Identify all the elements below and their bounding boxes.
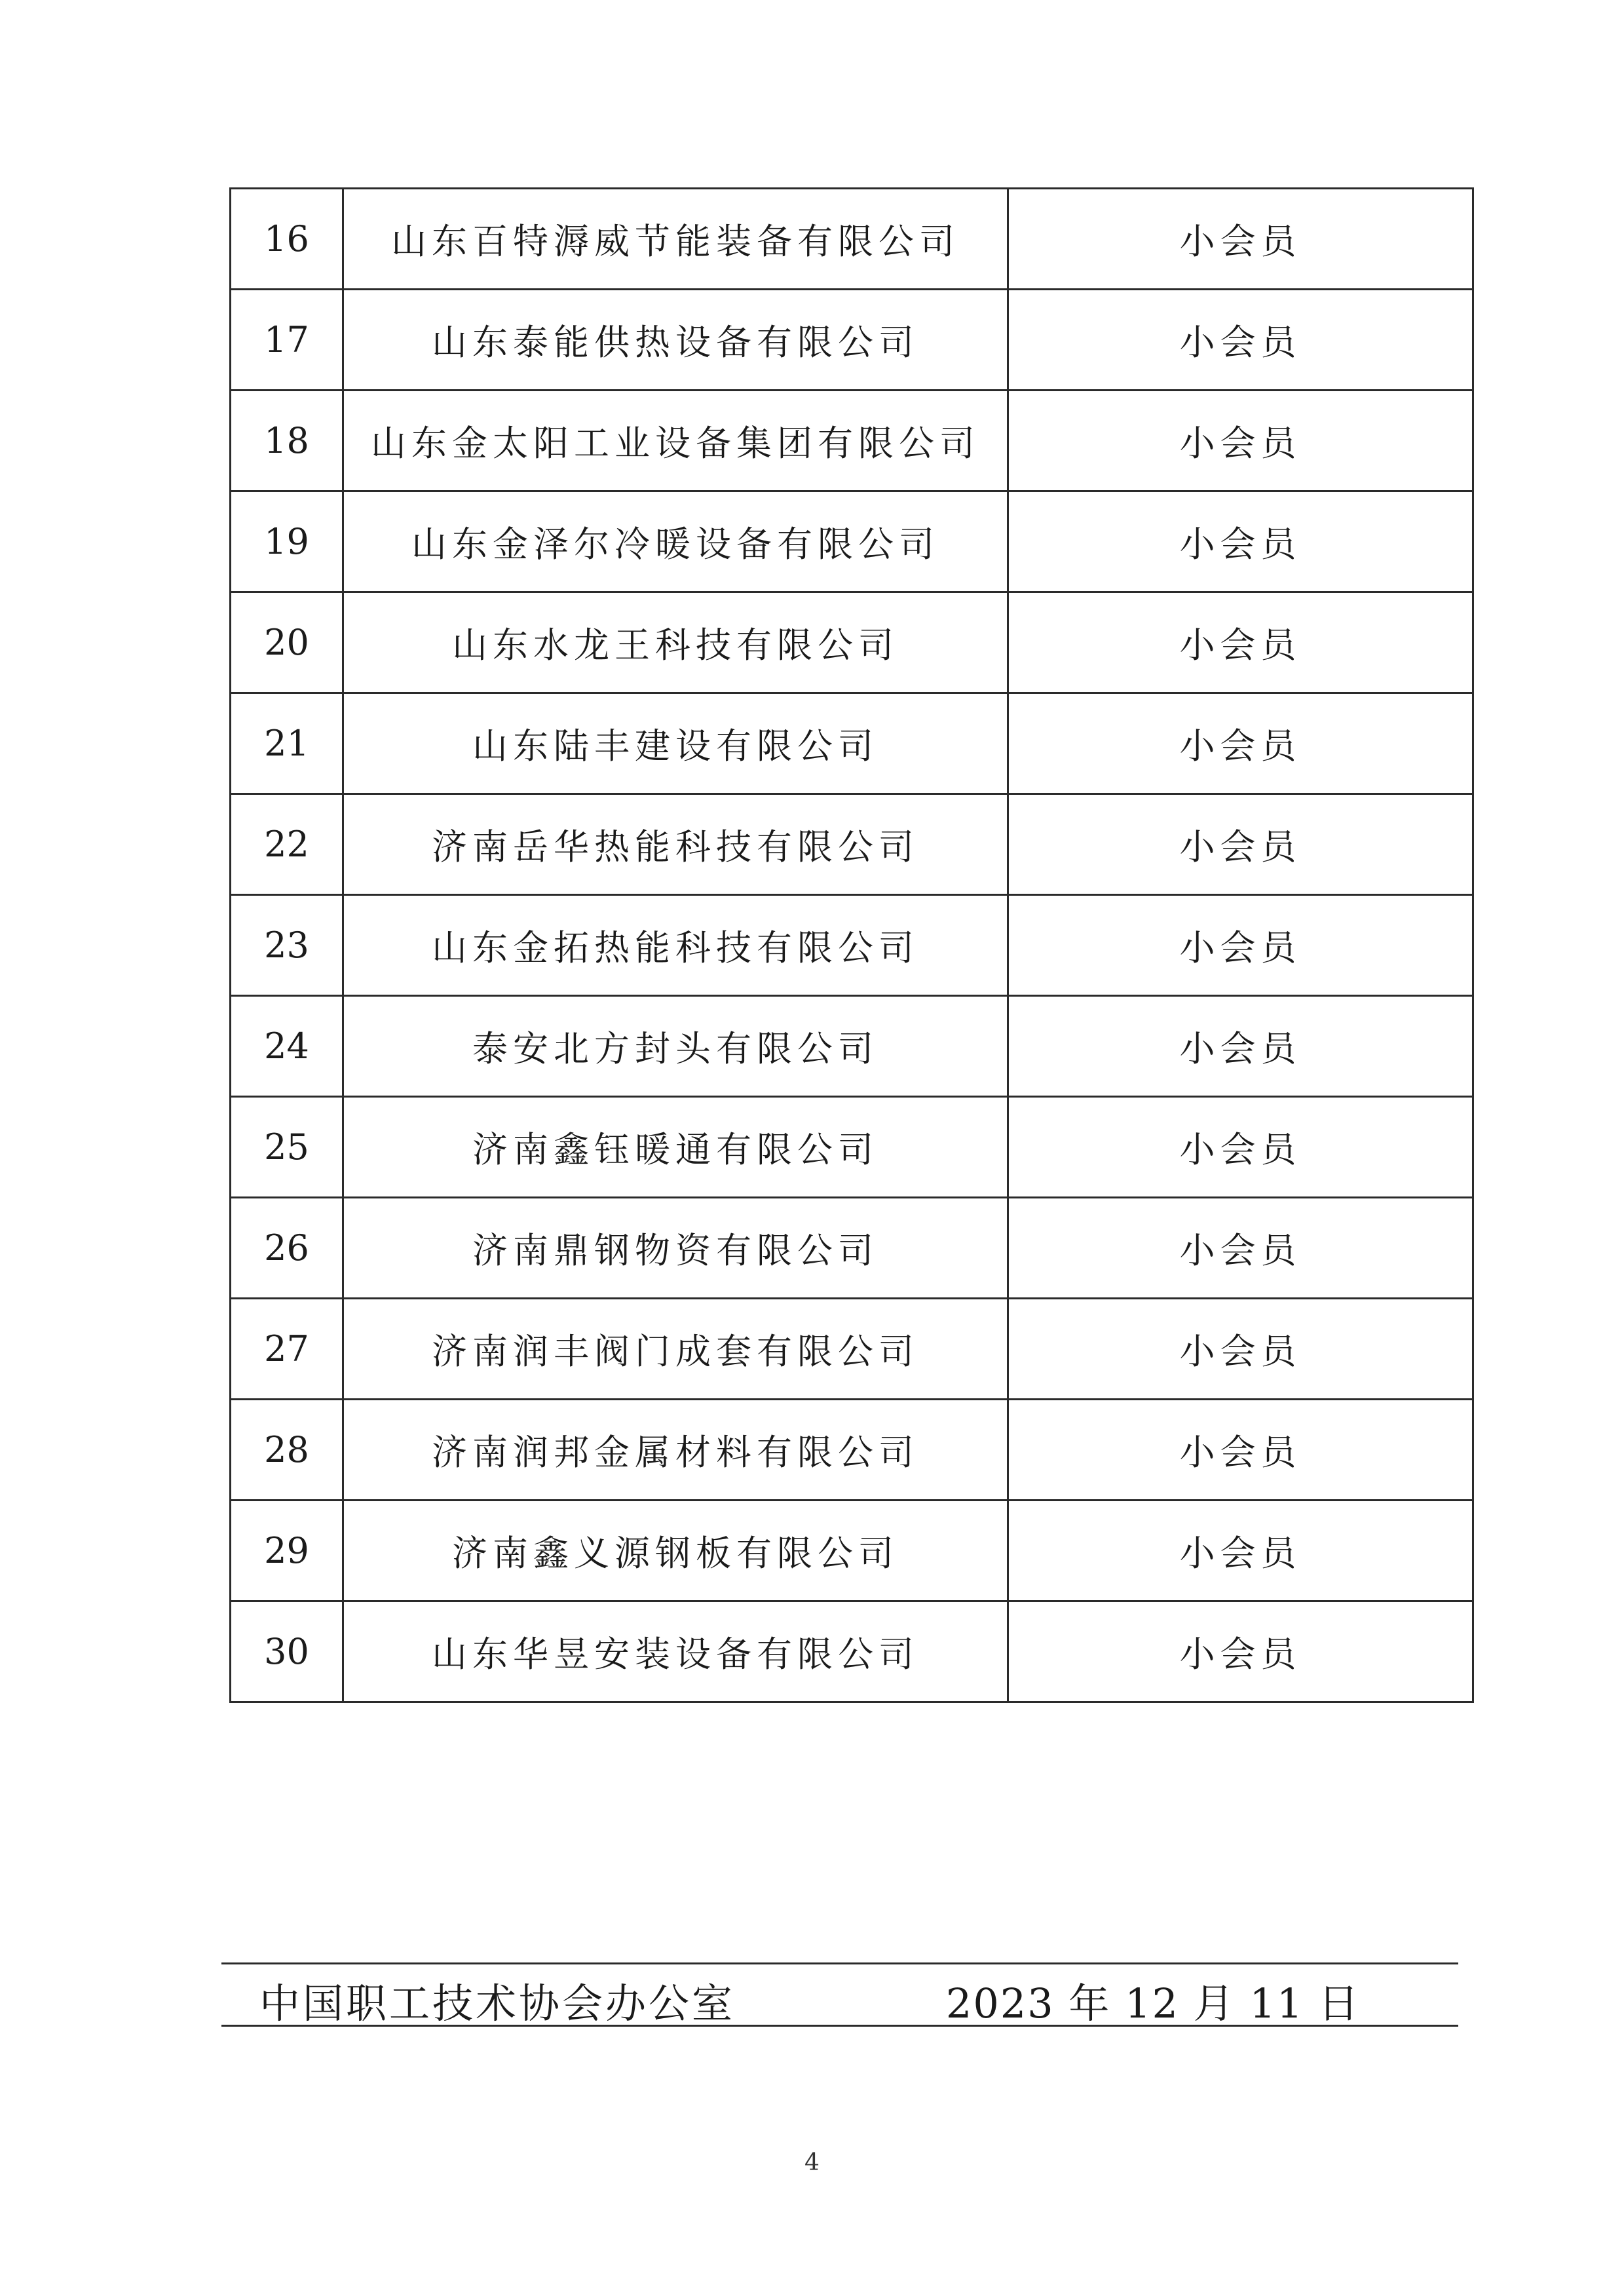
table-row xyxy=(231,1501,1473,1601)
member-number-cell: 24 xyxy=(231,996,343,1097)
member-number-cell: 17 xyxy=(231,290,343,391)
membership-type-cell: 小会员 xyxy=(1008,1501,1473,1601)
table-row xyxy=(231,1299,1473,1400)
table-row xyxy=(231,996,1473,1097)
membership-type-cell: 小会员 xyxy=(1008,592,1473,693)
member-number-cell: 27 xyxy=(231,1299,343,1400)
member-number-cell: 22 xyxy=(231,794,343,895)
membership-type-cell: 小会员 xyxy=(1008,391,1473,491)
member-list-body xyxy=(231,189,1473,1702)
membership-type-cell: 小会员 xyxy=(1008,1198,1473,1299)
member-number-cell: 21 xyxy=(231,693,343,794)
table-row xyxy=(231,1198,1473,1299)
membership-type-cell: 小会员 xyxy=(1008,189,1473,290)
member-number-cell: 18 xyxy=(231,391,343,491)
company-name-cell: 山东百特溽威节能装备有限公司 xyxy=(343,189,1008,290)
company-name-cell: 山东陆丰建设有限公司 xyxy=(343,693,1008,794)
membership-type-cell: 小会员 xyxy=(1008,693,1473,794)
membership-type-cell: 小会员 xyxy=(1008,290,1473,391)
membership-type-cell: 小会员 xyxy=(1008,794,1473,895)
member-number-cell: 16 xyxy=(231,189,343,290)
company-name-cell: 山东华昱安装设备有限公司 xyxy=(343,1601,1008,1702)
company-name-cell: 山东金泽尔冷暖设备有限公司 xyxy=(343,491,1008,592)
page-number: 4 xyxy=(804,2149,820,2176)
member-number-cell: 19 xyxy=(231,491,343,592)
member-number-cell: 30 xyxy=(231,1601,343,1702)
company-name-cell: 泰安北方封头有限公司 xyxy=(343,996,1008,1097)
member-list-table xyxy=(229,187,1474,1703)
table-row xyxy=(231,391,1473,491)
company-name-cell: 山东金太阳工业设备集团有限公司 xyxy=(343,391,1008,491)
member-number-cell: 25 xyxy=(231,1097,343,1198)
company-name-cell: 济南鑫义源钢板有限公司 xyxy=(343,1501,1008,1601)
table-row xyxy=(231,1097,1473,1198)
member-number-cell: 26 xyxy=(231,1198,343,1299)
document-footer xyxy=(221,1962,1458,2027)
membership-type-cell: 小会员 xyxy=(1008,1601,1473,1702)
table-row xyxy=(231,491,1473,592)
company-name-cell: 济南岳华热能科技有限公司 xyxy=(343,794,1008,895)
company-name-cell: 济南润邦金属材料有限公司 xyxy=(343,1400,1008,1501)
company-name-cell: 山东水龙王科技有限公司 xyxy=(343,592,1008,693)
membership-type-cell: 小会员 xyxy=(1008,1299,1473,1400)
member-number-cell: 29 xyxy=(231,1501,343,1601)
membership-type-cell: 小会员 xyxy=(1008,996,1473,1097)
company-name-cell: 济南鑫钰暖通有限公司 xyxy=(343,1097,1008,1198)
table-row xyxy=(231,794,1473,895)
member-number-cell: 28 xyxy=(231,1400,343,1501)
table-row xyxy=(231,189,1473,290)
issue-date: 2023 年 12 月 11 日 xyxy=(945,1980,1360,2027)
table-row xyxy=(231,592,1473,693)
company-name-cell: 济南润丰阀门成套有限公司 xyxy=(343,1299,1008,1400)
company-name-cell: 济南鼎钢物资有限公司 xyxy=(343,1198,1008,1299)
table-row xyxy=(231,1400,1473,1501)
member-number-cell: 20 xyxy=(231,592,343,693)
membership-type-cell: 小会员 xyxy=(1008,895,1473,996)
table-row xyxy=(231,290,1473,391)
table-row xyxy=(231,895,1473,996)
issuing-office: 中国职工技术协会办公室 xyxy=(259,1980,736,2027)
company-name-cell: 山东泰能供热设备有限公司 xyxy=(343,290,1008,391)
membership-type-cell: 小会员 xyxy=(1008,491,1473,592)
company-name-cell: 山东金拓热能科技有限公司 xyxy=(343,895,1008,996)
table-row xyxy=(231,1601,1473,1702)
member-number-cell: 23 xyxy=(231,895,343,996)
membership-type-cell: 小会员 xyxy=(1008,1097,1473,1198)
table-row xyxy=(231,693,1473,794)
membership-type-cell: 小会员 xyxy=(1008,1400,1473,1501)
